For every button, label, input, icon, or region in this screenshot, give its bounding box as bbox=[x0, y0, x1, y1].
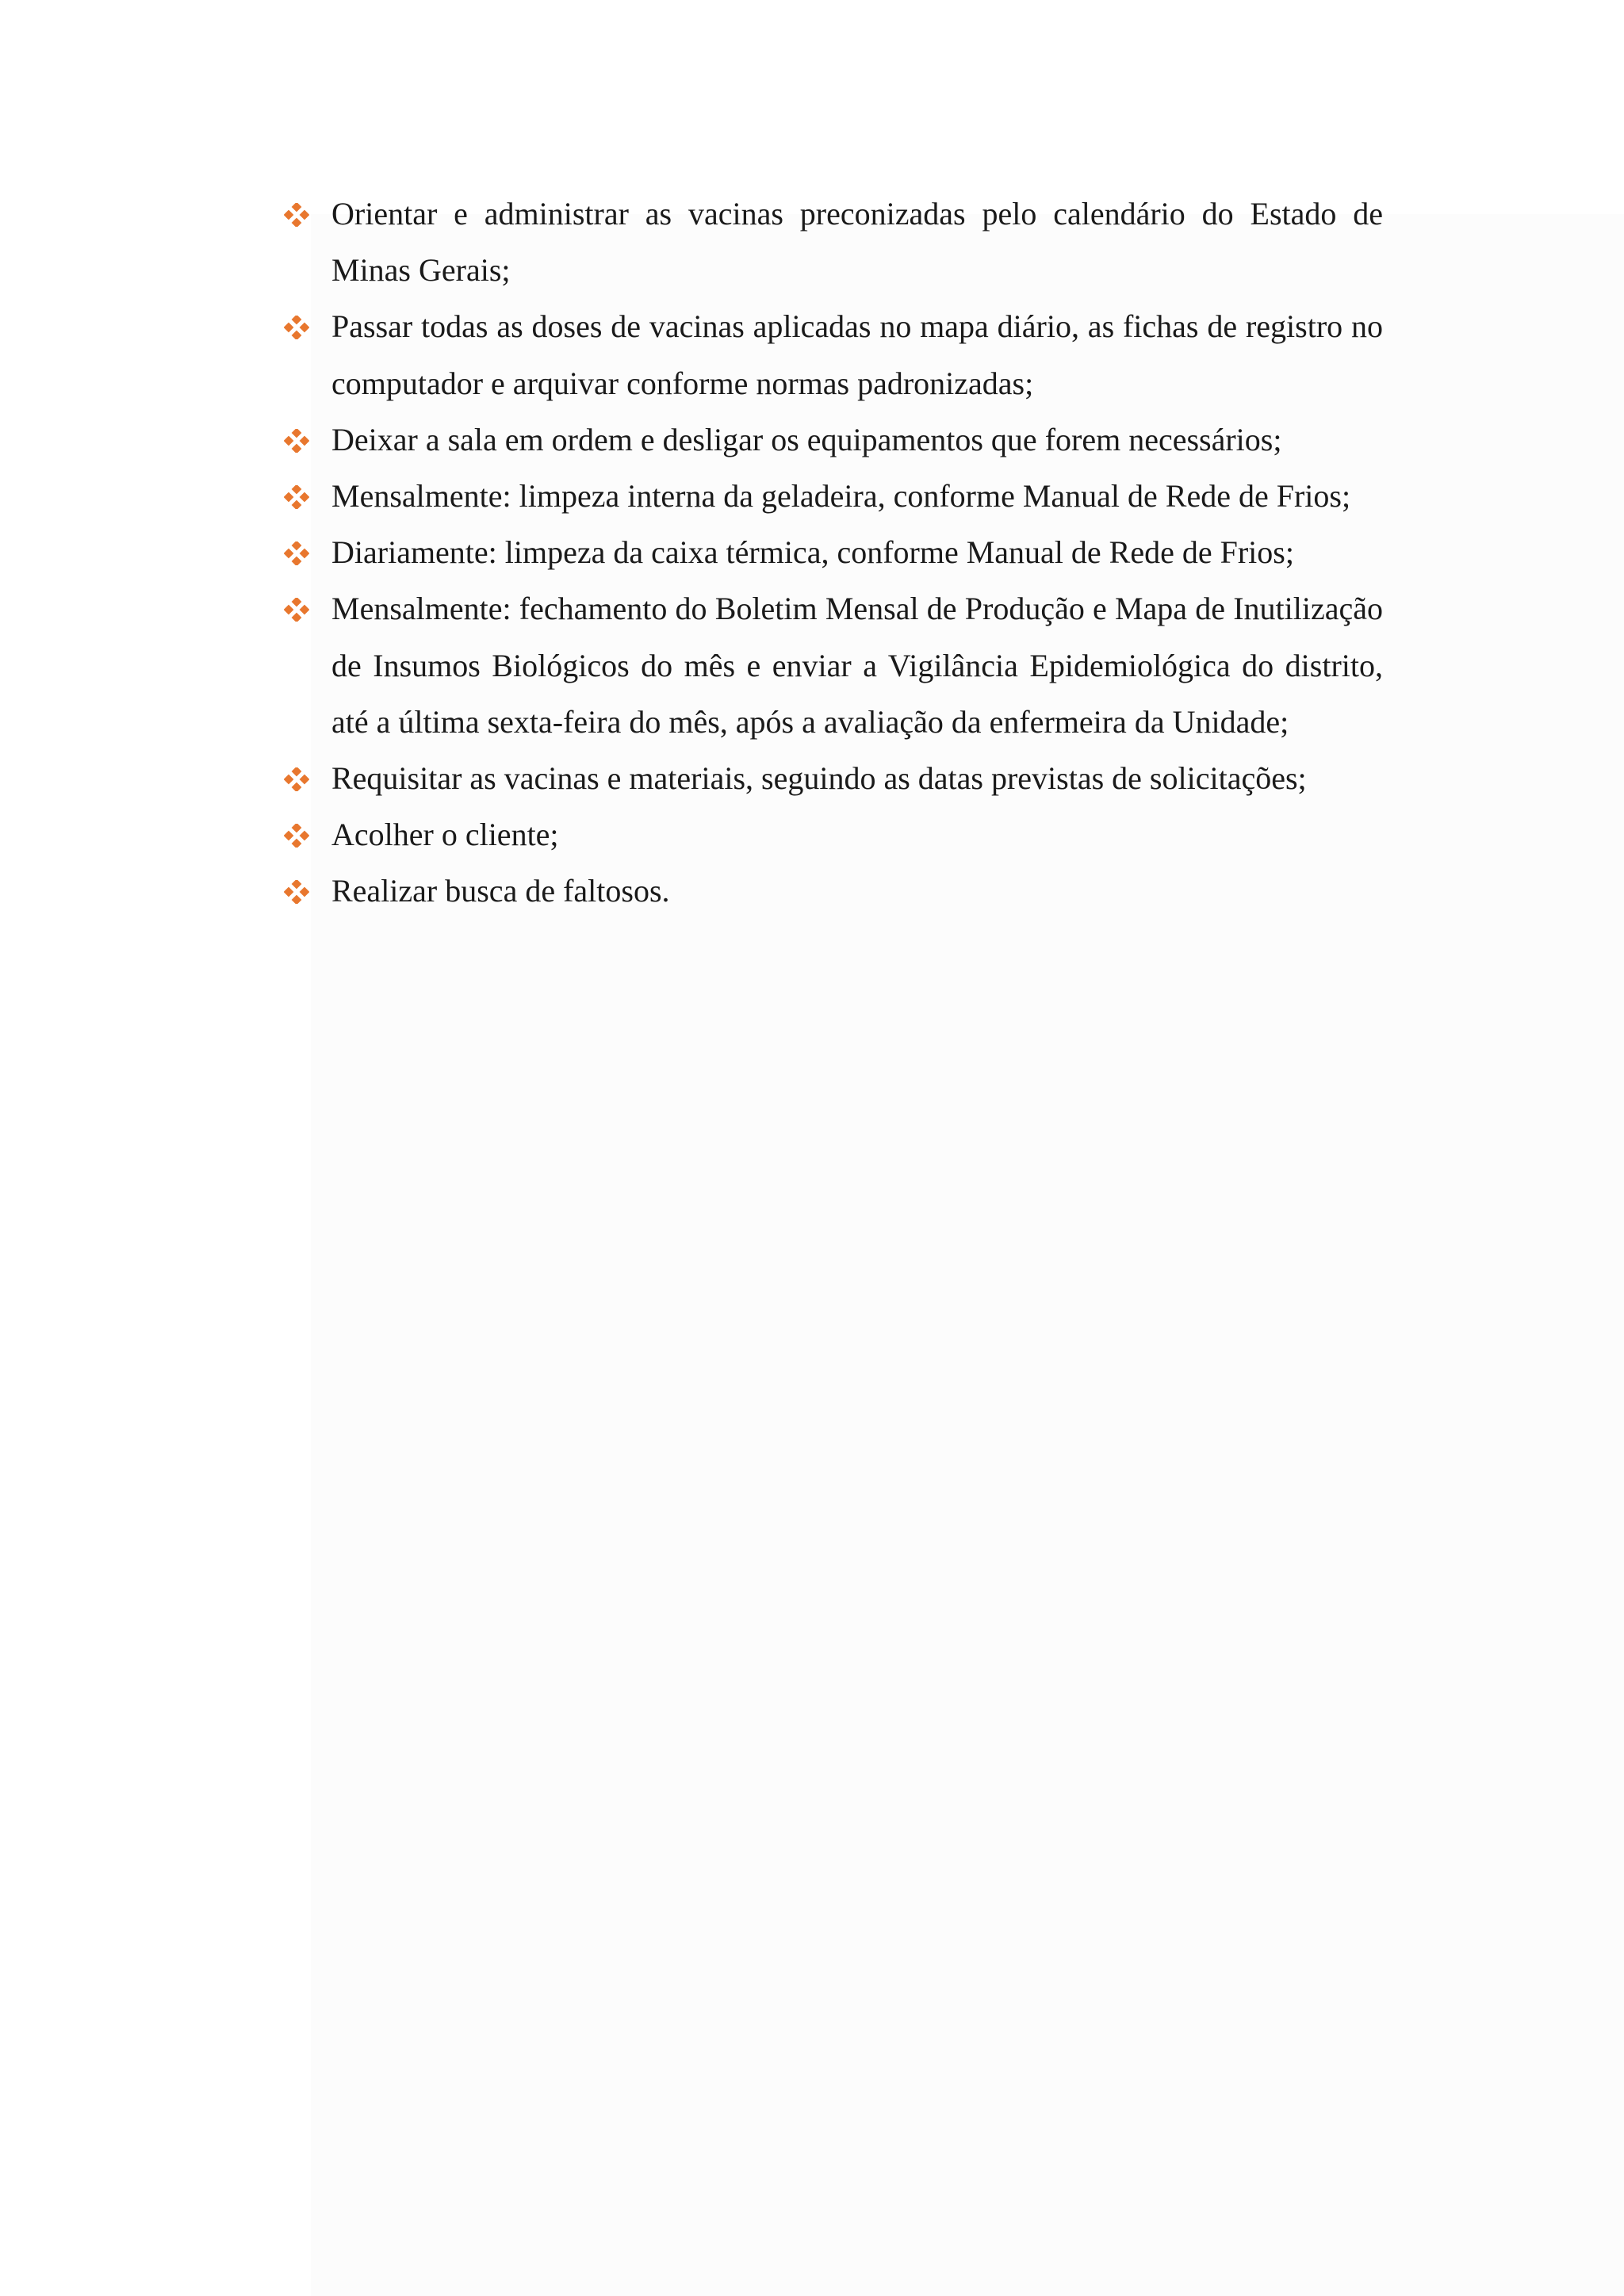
list-item bbox=[284, 468, 1383, 524]
diamond-bullet-icon bbox=[284, 541, 309, 565]
list-item-text: Passar todas as doses de vacinas aplicadas no mapa diário, as fichas de registro no computador e arquivar conforme normas padronizadas; bbox=[331, 308, 1383, 401]
list-item bbox=[284, 580, 1383, 750]
list-item bbox=[284, 750, 1383, 806]
list-item bbox=[284, 186, 1383, 298]
diamond-bullet-icon bbox=[284, 824, 309, 848]
list-item-text: Orientar e administrar as vacinas preconizadas pelo calendário do Estado de Minas Gerais; bbox=[331, 196, 1383, 289]
list-item-text: Requisitar as vacinas e materiais, seguindo as datas previstas de solicitações; bbox=[331, 760, 1307, 797]
diamond-bullet-icon bbox=[284, 880, 309, 904]
list-item-text: Deixar a sala em ordem e desligar os equipamentos que forem necessários; bbox=[331, 421, 1282, 457]
list-item-text: Realizar busca de faltosos. bbox=[331, 873, 670, 909]
list-item-text: Acolher o cliente; bbox=[331, 817, 559, 853]
list-item bbox=[284, 806, 1383, 863]
list-item-text: Mensalmente: fechamento do Boletim Mensal de Produção e Mapa de Inutilização de Insumos Biológicos do mês e enviar a Vigilância Epidemiológica do distrito, até a última sexta-feira do mês, após a avaliação da enfermeira da Unidade; bbox=[331, 591, 1383, 740]
diamond-bullet-icon bbox=[284, 316, 309, 339]
bullet-list bbox=[284, 186, 1383, 920]
diamond-bullet-icon bbox=[284, 203, 309, 227]
list-item-text: Diariamente: limpeza da caixa térmica, conforme Manual de Rede de Frios; bbox=[331, 534, 1294, 571]
list-item bbox=[284, 524, 1383, 580]
diamond-bullet-icon bbox=[284, 598, 309, 622]
list-item bbox=[284, 863, 1383, 919]
list-item-text: Mensalmente: limpeza interna da geladeira, conforme Manual de Rede de Frios; bbox=[331, 478, 1351, 515]
list-item bbox=[284, 298, 1383, 411]
diamond-bullet-icon bbox=[284, 485, 309, 509]
list-item bbox=[284, 411, 1383, 468]
diamond-bullet-icon bbox=[284, 767, 309, 791]
diamond-bullet-icon bbox=[284, 429, 309, 453]
